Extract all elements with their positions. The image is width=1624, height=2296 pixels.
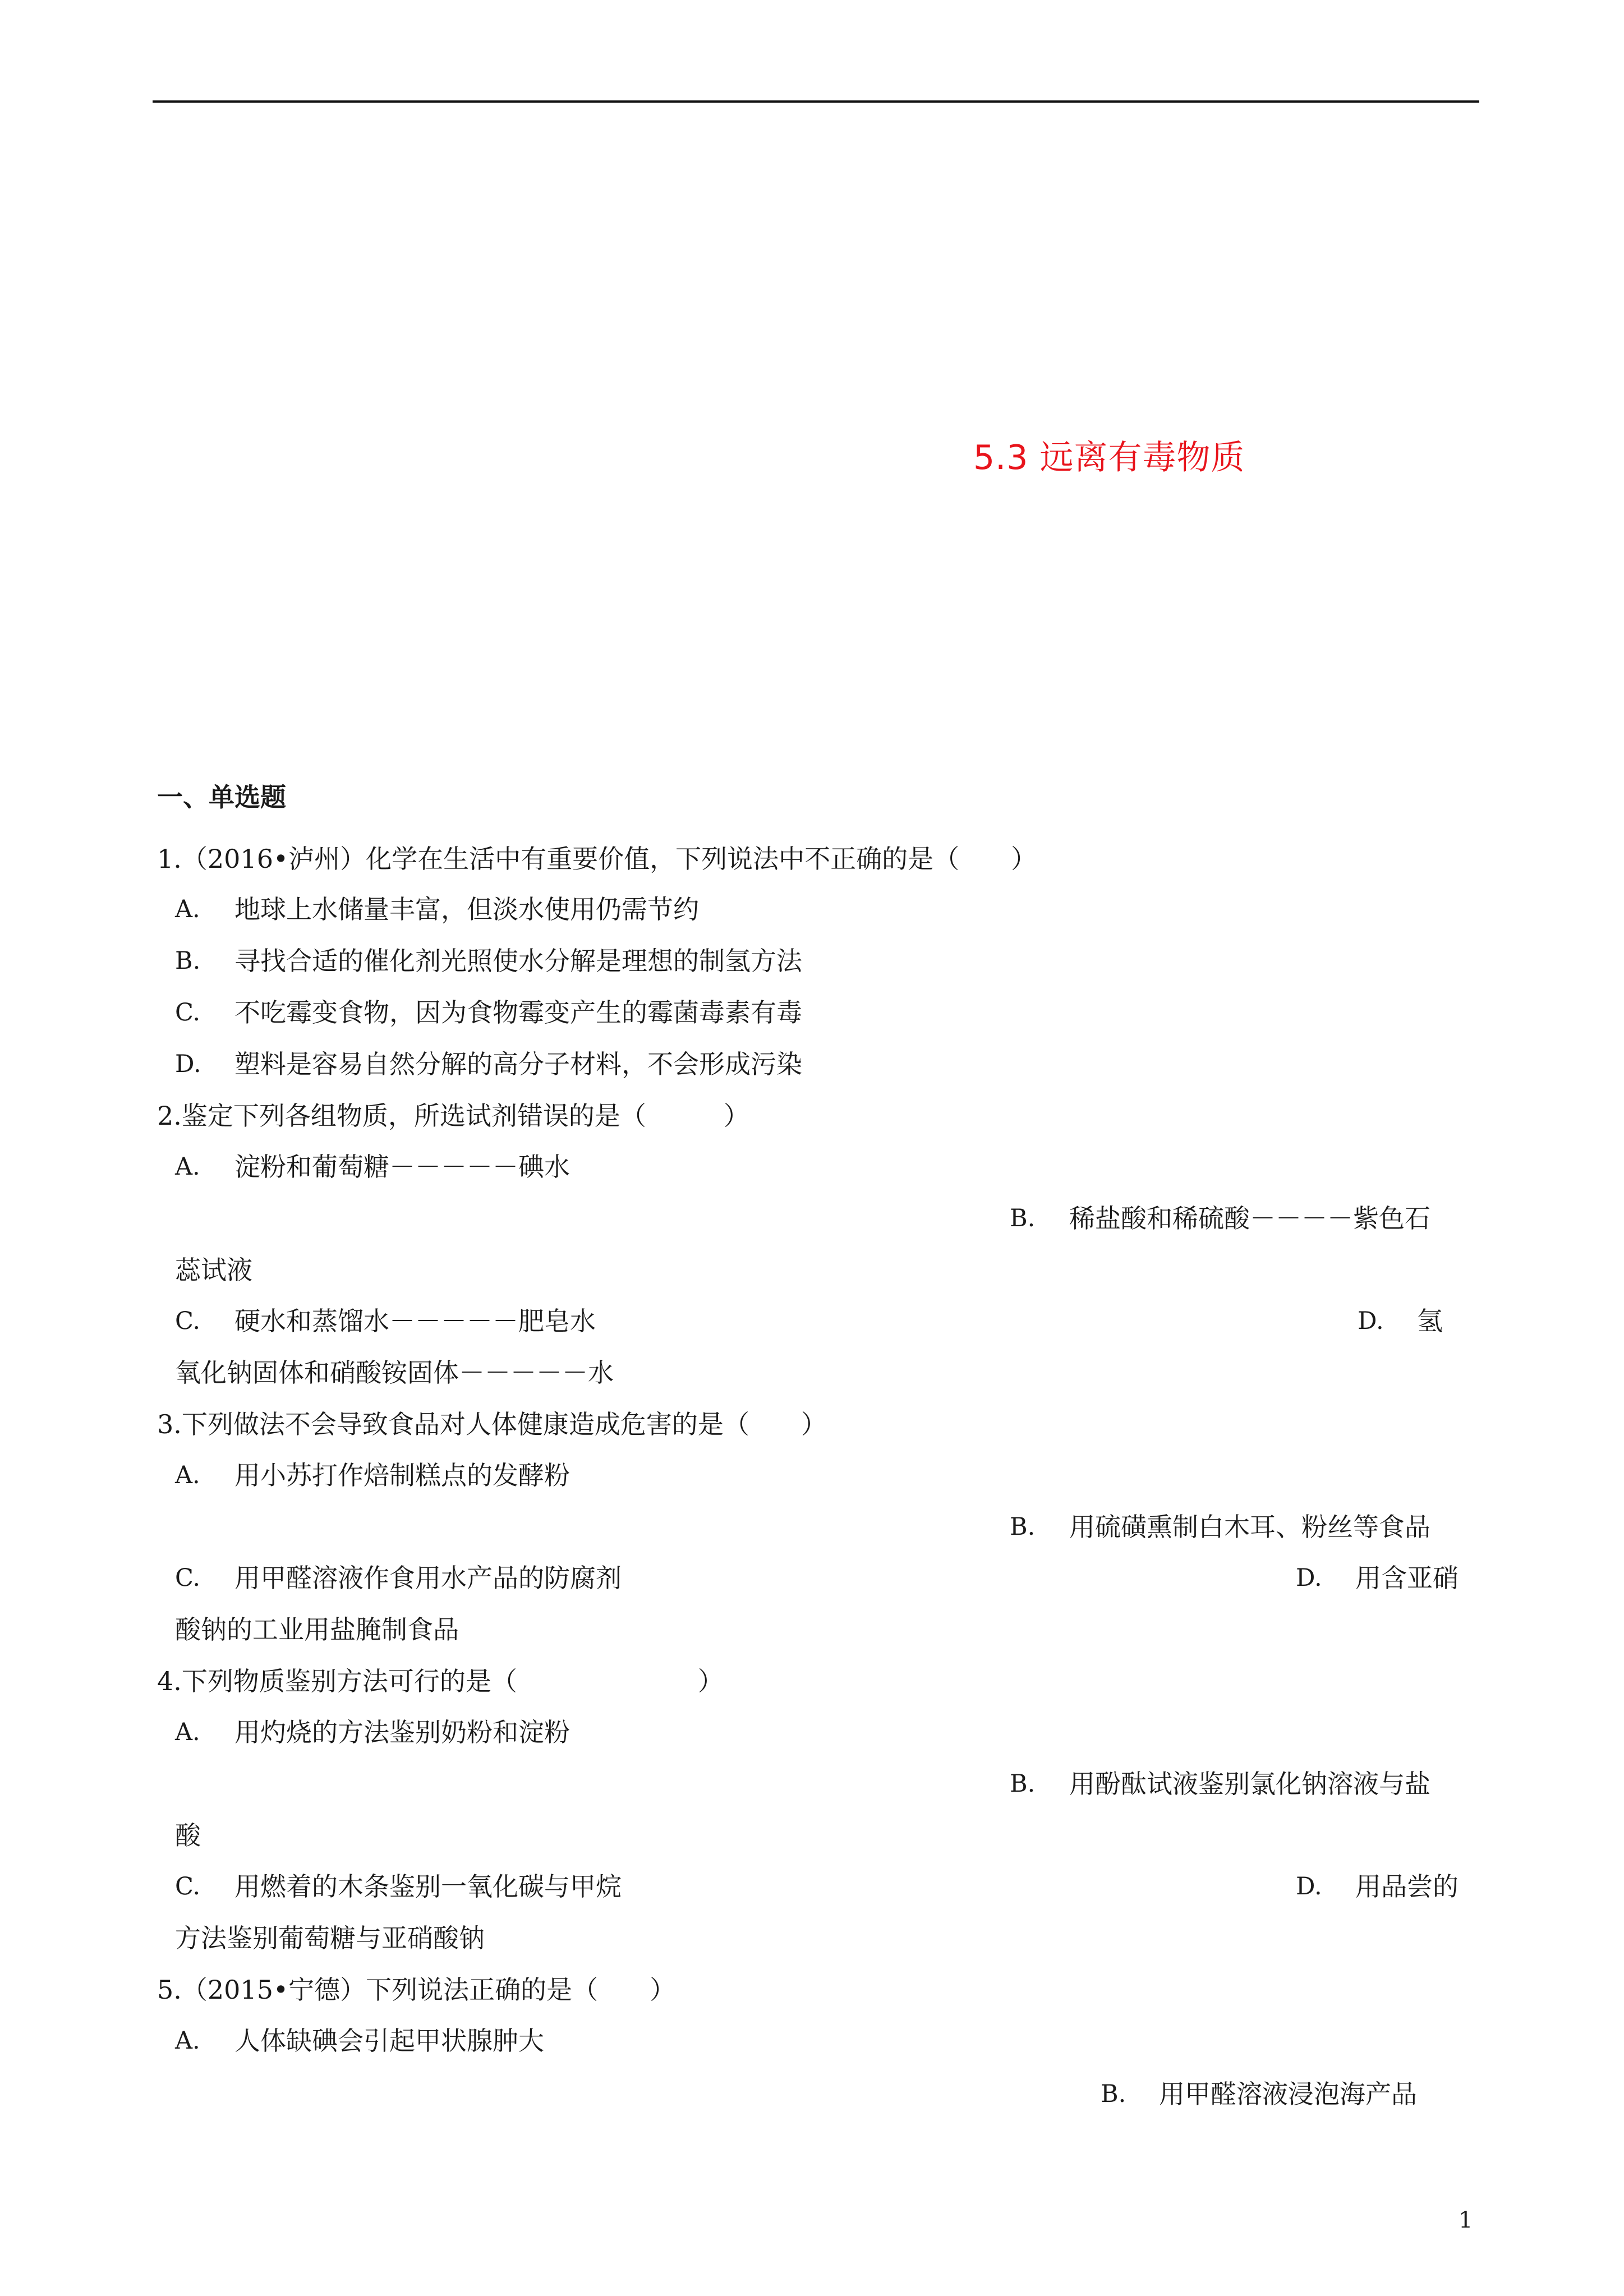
q2-option-a-text: 淀粉和葡萄糖－－－－－碘水: [234, 1152, 570, 1182]
q5-option-a-text: 人体缺碘会引起甲状腺肿大: [234, 2026, 544, 2056]
q3-option-c-text: 用甲醛溶液作食用水产品的防腐剂: [234, 1563, 622, 1593]
q1-option-b-text: 寻找合适的催化剂光照使水分解是理想的制氢方法: [234, 946, 802, 976]
q5-option-b-letter: B.: [1101, 2080, 1126, 2108]
q4-option-b-continuation: 酸: [175, 1820, 201, 1851]
header-rule: [153, 100, 1479, 103]
q2-option-d-text: 氢: [1417, 1306, 1443, 1336]
question-2-stem: 2.鉴定下列各组物质，所选试剂错误的是（ ）: [157, 1101, 749, 1131]
q2-option-b-letter: B.: [1010, 1204, 1036, 1232]
question-4-stem: 4.下列物质鉴别方法可行的是（ ）: [157, 1666, 724, 1696]
q3-option-c-letter: C.: [175, 1564, 201, 1592]
q5-option-a-letter: A.: [175, 2027, 200, 2055]
q1-option-c-text: 不吃霉变食物，因为食物霉变产生的霉菌毒素有毒: [234, 997, 802, 1028]
q1-option-c-letter: C.: [175, 999, 201, 1027]
q2-option-c-text: 硬水和蒸馏水－－－－－肥皂水: [234, 1306, 596, 1336]
q4-option-a-letter: A.: [175, 1718, 200, 1746]
q3-option-a-text: 用小苏打作焙制糕点的发酵粉: [234, 1460, 570, 1490]
q3-option-d-text: 用含亚硝: [1355, 1563, 1459, 1593]
q3-option-b-letter: B.: [1010, 1513, 1036, 1541]
q2-option-b-continuation: 蕊试液: [175, 1255, 252, 1285]
q4-option-d-continuation: 方法鉴别葡萄糖与亚硝酸钠: [175, 1923, 485, 1953]
question-1-stem: 1.（2016•泸州）化学在生活中有重要价值，下列说法中不正确的是（ ）: [157, 844, 1037, 874]
question-5-stem: 5.（2015•宁德）下列说法正确的是（ ）: [157, 1975, 676, 2005]
q4-option-b-text: 用酚酞试液鉴别氯化钠溶液与盐: [1069, 1769, 1430, 1799]
q2-option-a-letter: A.: [175, 1153, 200, 1181]
q5-option-b-text: 用甲醛溶液浸泡海产品: [1159, 2079, 1417, 2109]
q3-option-d-continuation: 酸钠的工业用盐腌制食品: [175, 1614, 459, 1645]
q4-option-d-text: 用品尝的: [1355, 1871, 1459, 1902]
q2-option-c-letter: C.: [175, 1307, 201, 1335]
q4-option-a-text: 用灼烧的方法鉴别奶粉和淀粉: [234, 1717, 570, 1747]
q3-option-d-letter: D.: [1296, 1564, 1322, 1592]
q1-option-d-letter: D.: [175, 1050, 201, 1078]
q4-option-b-letter: B.: [1010, 1770, 1036, 1798]
q1-option-b-letter: B.: [175, 947, 201, 975]
q1-option-a-text: 地球上水储量丰富，但淡水使用仍需节约: [234, 894, 699, 924]
question-3-stem: 3.下列做法不会导致食品对人体健康造成危害的是（ ）: [157, 1409, 827, 1439]
section-heading: 一、单选题: [157, 782, 286, 812]
page-number: 1: [1459, 2207, 1473, 2233]
q1-option-a-letter: A.: [175, 895, 200, 923]
q2-option-b-text: 稀盐酸和稀硫酸－－－－紫色石: [1069, 1203, 1430, 1234]
q4-option-c-letter: C.: [175, 1872, 201, 1901]
q3-option-a-letter: A.: [175, 1461, 200, 1489]
q2-option-d-letter: D.: [1358, 1307, 1384, 1335]
q4-option-c-text: 用燃着的木条鉴别一氧化碳与甲烷: [234, 1871, 622, 1902]
q2-option-d-continuation: 氧化钠固体和硝酸铵固体－－－－－水: [175, 1358, 614, 1388]
q1-option-d-text: 塑料是容易自然分解的高分子材料，不会形成污染: [234, 1049, 802, 1079]
page-title: 5.3 远离有毒物质: [973, 438, 1245, 477]
q3-option-b-text: 用硫磺熏制白木耳、粉丝等食品: [1069, 1512, 1430, 1542]
q4-option-d-letter: D.: [1296, 1872, 1322, 1901]
